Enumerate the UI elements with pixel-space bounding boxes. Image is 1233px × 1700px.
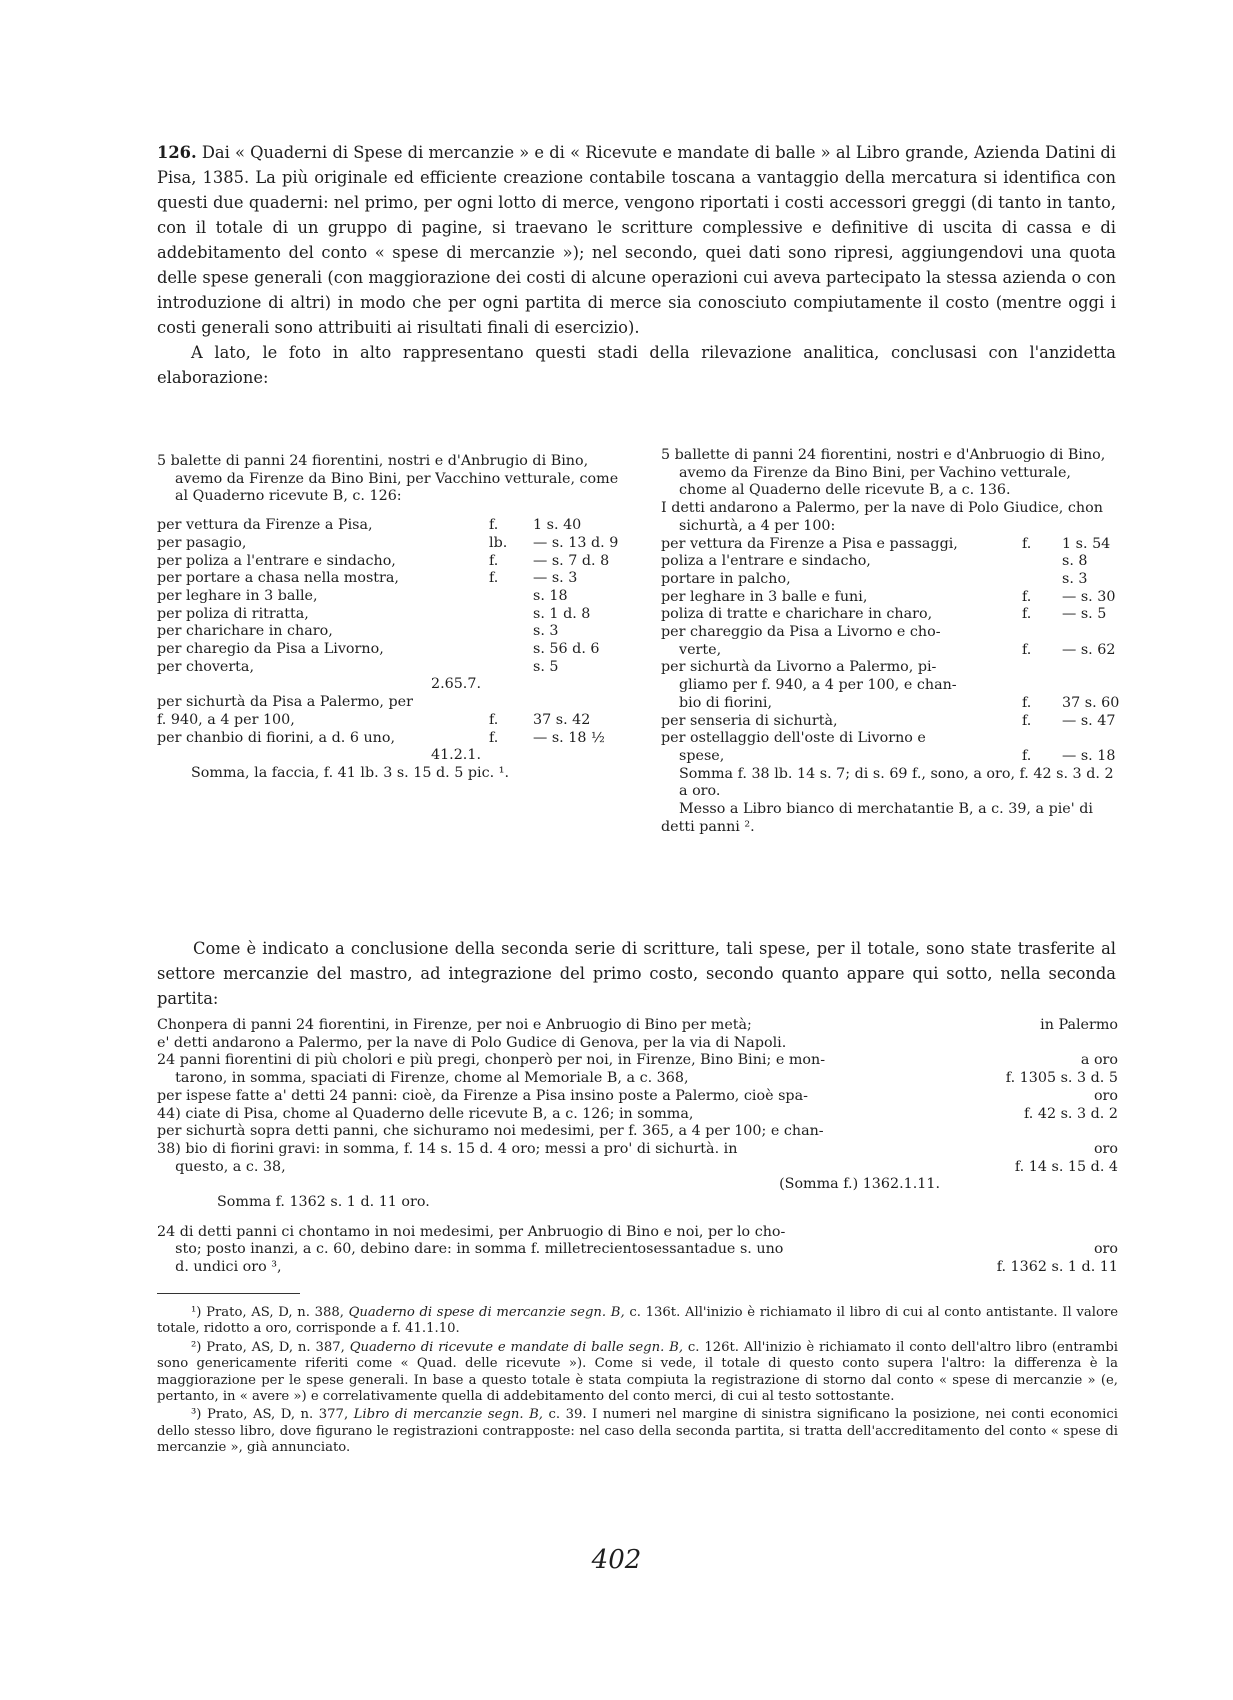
right-entry-amount	[1062, 659, 1118, 677]
footnote-mark: ³)	[191, 1407, 207, 1423]
right-entry-desc: per vettura da Firenze a Pisa e passaggi,	[661, 535, 958, 552]
ledger-amount: f. 1362 s. 1 d. 11	[996, 1259, 1118, 1276]
ledger-line	[157, 1123, 1118, 1141]
right-entry-row	[661, 695, 1118, 713]
ledger-line	[157, 1052, 1118, 1070]
right-entry-desc: poliza di tratte e charichare in charo,	[661, 606, 933, 623]
ledger-text: sto; posto inanzi, a c. 60, debino dare: in somma f. milletrecientosessantadue s. uno	[157, 1241, 784, 1258]
ledger-line	[157, 1224, 1118, 1242]
left-entry-row	[157, 712, 627, 730]
right-entry-currency	[1022, 624, 1062, 642]
right-entry-row	[661, 659, 1118, 677]
left-entry-desc: per choverta,	[157, 658, 254, 675]
footnote	[157, 1340, 1118, 1406]
footnote	[157, 1407, 1118, 1456]
left-subtotal-1: 2.65.7.	[430, 676, 481, 693]
ledger-text: questo, a c. 38,	[157, 1158, 286, 1175]
left-entries	[157, 517, 627, 676]
ledger-entry-1	[157, 1017, 1118, 1212]
ledger-amount	[948, 1035, 1118, 1053]
left-entry-desc: per chanbio di fiorini, a d. 6 uno,	[157, 729, 396, 746]
left-entry-currency: f.	[489, 711, 499, 728]
ledger-line	[157, 1159, 1118, 1177]
right-messo: Messo a Libro bianco di merchatantie B, a c. 39, a pie' di detti panni ².	[661, 801, 1093, 835]
right-entry-currency: f.	[1022, 641, 1032, 658]
right-entry-row	[661, 553, 1118, 571]
right-somma: Somma f. 38 lb. 14 s. 7; di s. 69 f., sono, a oro, f. 42 s. 3 d. 2 a oro.	[679, 765, 1114, 800]
item-heading: Dai « Quaderni di Spese di mercanzie » e di « Ricevute e mandate di balle » al Libro grande, Azienda Datini di Pisa, 1385.	[157, 143, 1116, 187]
right-entry-amount: — s. 30	[1062, 588, 1116, 605]
left-entry-currency: f.	[489, 517, 499, 534]
right-entry-amount	[1062, 677, 1118, 695]
left-entry-row	[157, 694, 627, 712]
right-entry-row	[661, 748, 1118, 766]
right-entry-row	[661, 571, 1118, 589]
ledger-amount: oro	[1093, 1241, 1118, 1258]
right-entry-amount	[1062, 730, 1118, 748]
right-entry-row	[661, 606, 1118, 624]
ledger-entry-2	[157, 1224, 1118, 1277]
ledger-text: 38) bio di fiorini gravi: in somma, f. 14 s. 15 d. 4 oro; messi a pro' di sichurtà. in	[157, 1140, 738, 1157]
ledger-amount: f. 42 s. 3 d. 2	[1023, 1105, 1118, 1122]
right-entry-desc: per ostellaggio dell'oste di Livorno e	[661, 730, 926, 747]
right-entry-currency: f.	[1022, 694, 1032, 711]
right-entry-currency: f.	[1022, 747, 1032, 764]
left-entry-currency: lb.	[489, 534, 508, 551]
right-entry-amount: — s. 47	[1062, 712, 1116, 729]
ledger-gap	[157, 1212, 1118, 1224]
page-number: 402	[591, 1545, 642, 1575]
ledger-text: Chonpera di panni 24 fiorentini, in Firenze, per noi e Anbruogio di Bino per metà;	[157, 1017, 752, 1033]
left-column	[157, 453, 627, 783]
item-number: 126.	[157, 143, 197, 162]
footnote-rest: c. 39. I numeri nel margine di sinistra significano la posizione, nei conti economici dello stesso libro, dove figurano le registrazioni contrapposte: nel caso della seconda partita, si tratta dell'accreditamento del conto « spese di mercanzie », già annunciato.	[157, 1407, 1118, 1456]
ledger-amount	[948, 1194, 1118, 1212]
left-entry-currency	[489, 623, 533, 641]
left-entry-desc: per vettura da Firenze a Pisa,	[157, 517, 373, 534]
ledger-line	[157, 1259, 1118, 1277]
ledger-amount: oro	[1093, 1087, 1118, 1104]
ledger-line	[157, 1035, 1118, 1053]
left-entries-2	[157, 694, 627, 747]
left-entry-desc: per sichurtà da Pisa a Palermo, per	[157, 694, 413, 711]
left-entry-currency	[489, 641, 533, 659]
right-entry-desc: per chareggio da Pisa a Livorno e cho-	[661, 624, 941, 641]
footnote-rest: c. 136t. All'inizio è richiamato il libro di cui al conto antistante. Il valore totale, ridotto a oro, corrisponde a f. 41.1.10.	[157, 1305, 1118, 1337]
left-entry-currency	[489, 659, 533, 677]
ledger-text: 44) ciate di Pisa, chome al Quaderno delle ricevute B, a c. 126; in somma,	[157, 1105, 694, 1122]
intro-text: La più originale ed efficiente creazione contabile toscana a vantaggio della mercatura si identifica con questi due quaderni: nel primo, per ogni lotto di merce, vengono riportati i costi accessori greggi (di tanto in tanto, con il totale di un gruppo di pagine, si traevano le scritture complessive e definitive di uscita di cassa e di addebitamento del conto « spese di mercanzie »); nel secondo, quei dati sono ripresi, aggiungendovi una quota delle spese generali (con maggiorazione dei costi di alcune operazioni cui aveva partecipato la stessa azienda o con introduzione di altri) in modo che per ogni partita di merce sia conosciuto compiutamente il costo (mentre oggi i costi generali sono attribuiti ai risultati finali di esercizio).	[157, 168, 1116, 337]
ledger-text: tarono, in somma, spaciati di Firenze, chome al Memoriale B, a c. 368,	[157, 1070, 689, 1087]
right-entry-desc: poliza a l'entrare e sindacho,	[661, 553, 871, 570]
left-entry-amount: s. 5	[533, 658, 559, 675]
right-entry-desc: per leghare in 3 balle e funi,	[661, 588, 868, 605]
right-entry-currency	[1022, 730, 1062, 748]
right-header-2: I detti andarono a Palermo, per la nave di Polo Giudice, chon sichurtà, a 4 per 100:	[661, 500, 1103, 534]
left-subtotal-2: 41.2.1.	[430, 747, 481, 764]
ledger-amount	[948, 1123, 1118, 1141]
right-entry-amount	[1062, 624, 1118, 642]
footnote-mark: ¹)	[191, 1305, 207, 1320]
left-entry-amount: 37 s. 42	[533, 711, 591, 728]
left-entry-row	[157, 623, 627, 641]
footnote-mark: ²)	[191, 1339, 207, 1355]
right-entry-currency	[1022, 571, 1062, 589]
left-somma: Somma, la faccia, f. 41 lb. 3 s. 15 d. 5 pic. ¹.	[191, 764, 509, 781]
ledger-text: (Somma f.) 1362.1.11.	[779, 1176, 940, 1193]
right-entry-row	[661, 642, 1118, 660]
left-entry-amount: s. 18	[533, 587, 568, 604]
ledger-line	[157, 1017, 1118, 1035]
left-entry-desc: per charegio da Pisa a Livorno,	[157, 641, 384, 658]
ledger-line	[157, 1194, 1118, 1212]
left-entry-row	[157, 570, 627, 588]
left-entry-amount: s. 1 d. 8	[533, 605, 591, 622]
paragraph-2: Come è indicato a conclusione della seconda serie di scritture, tali spese, per il totale, sono state trasferite al settore mercanzie del mastro, ad integrazione del primo costo, secondo quanto appare qui sotto, nella seconda partita:	[157, 939, 1116, 1009]
right-entry-row	[661, 589, 1118, 607]
ledger-text: e' detti andarono a Palermo, per la nave di Polo Gudice di Genova, per la via di Napoli.	[157, 1034, 787, 1051]
right-entry-amount: 37 s. 60	[1062, 694, 1120, 711]
left-entry-row	[157, 517, 627, 535]
left-entry-currency: f.	[489, 729, 499, 746]
intro-section	[157, 140, 1116, 390]
right-entry-row	[661, 536, 1118, 554]
left-entry-row	[157, 641, 627, 659]
ledger-line	[157, 1070, 1118, 1088]
left-entry-currency: f.	[489, 552, 499, 569]
left-entry-row	[157, 535, 627, 553]
right-entry-desc: verte,	[679, 641, 722, 658]
footnote-title: Quaderno di spese di mercanzie segn. B,	[348, 1305, 625, 1320]
left-entry-currency: f.	[489, 570, 499, 587]
ledger-text: per sichurtà sopra detti panni, che sichuramo noi medesimi, per f. 365, a 4 per 100; e chan-	[157, 1123, 824, 1140]
right-entry-amount: — s. 62	[1062, 641, 1116, 658]
ledger-amount: f. 14 s. 15 d. 4	[1014, 1158, 1118, 1175]
left-entry-currency	[489, 606, 533, 624]
right-entry-desc: gliamo per f. 940, a 4 per 100, e chan-	[679, 677, 957, 694]
ledger-text: 24 panni fiorentini di più cholori e più pregi, chonperò per noi, in Firenze, Bino Bini; e mon-	[157, 1052, 826, 1069]
right-entry-row	[661, 730, 1118, 748]
ledger-text: per ispese fatte a' detti 24 panni: cioè, da Firenze a Pisa insino poste a Palermo, cioè spa-	[157, 1087, 808, 1104]
footnote-rest: c. 126t. All'inizio è richiamato il conto dell'altro libro (entrambi sono genericamente riferiti come « Quad. delle ricevute »). Come si vede, il totale di questo conto supera l'altro: la differenza è la maggiorazione per le spese generali. In base a questo totale è stata compiuta la registrazione di storno dal conto « spese di mercanzie » (e, pertanto, in « avere ») e correlativamente quella di addebitamento del conto merci, di cui al testo sottostante.	[157, 1339, 1118, 1405]
right-header: 5 ballette di panni 24 fiorentini, nostri e d'Anbruogio di Bino, avemo da Firenze da Bino Bini, per Vachino vetturale, chome al Quaderno delle ricevute B, a c. 136.	[661, 447, 1106, 499]
footnote-source: Prato, AS, D, n. 377,	[206, 1407, 354, 1423]
ledger-amount	[948, 1176, 1118, 1194]
right-entry-row	[661, 677, 1118, 695]
right-entry-amount: 1 s. 54	[1062, 535, 1111, 552]
right-entry-currency: f.	[1022, 606, 1032, 623]
right-entry-amount: s. 8	[1062, 553, 1088, 570]
footnote-source: Prato, AS, D, n. 387,	[206, 1339, 350, 1355]
ledger-text: 24 di detti panni ci chontamo in noi medesimi, per Anbruogio di Bino e noi, per lo cho-	[157, 1223, 786, 1240]
right-entries	[661, 536, 1118, 766]
footnote-rule	[157, 1293, 300, 1294]
ledger-amount	[948, 1224, 1118, 1242]
right-entry-currency	[1022, 553, 1062, 571]
right-entry-amount: — s. 18	[1062, 747, 1116, 764]
left-entry-amount: s. 56 d. 6	[533, 641, 600, 658]
left-entry-amount: — s. 7 d. 8	[533, 552, 610, 569]
right-entry-currency	[1022, 677, 1062, 695]
left-entry-desc: per poliza a l'entrare e sindacho,	[157, 552, 396, 569]
left-entry-desc: per poliza di ritratta,	[157, 605, 309, 622]
right-entry-desc: portare in palcho,	[661, 570, 791, 587]
left-entry-desc: per charichare in charo,	[157, 623, 333, 640]
ledger-line	[157, 1088, 1118, 1106]
intro-paragraph	[157, 140, 1116, 340]
ledger-line	[157, 1241, 1118, 1259]
footnote-source: Prato, AS, D, n. 388,	[206, 1305, 349, 1320]
right-entry-desc: bio di fiorini,	[679, 694, 773, 711]
left-entry-row	[157, 588, 627, 606]
left-entry-row	[157, 553, 627, 571]
left-entry-desc: per leghare in 3 balle,	[157, 587, 318, 604]
left-entry-amount: 1 s. 40	[533, 517, 582, 534]
right-entry-currency	[1022, 659, 1062, 677]
left-entry-desc: per pasagio,	[157, 534, 247, 551]
ledger-text: Somma f. 1362 s. 1 d. 11 oro.	[217, 1194, 430, 1211]
footnote	[157, 1305, 1118, 1338]
ledger-line	[157, 1176, 1118, 1194]
right-column	[661, 447, 1118, 836]
footnote-title: Libro di mercanzie segn. B,	[353, 1407, 543, 1423]
left-entry-desc: per portare a chasa nella mostra,	[157, 570, 399, 587]
ledger-text: d. undici oro ³,	[157, 1259, 282, 1276]
right-entry-currency: f.	[1022, 535, 1032, 552]
right-entry-currency: f.	[1022, 712, 1032, 729]
left-entry-amount	[533, 694, 627, 712]
ledger-section	[157, 1017, 1118, 1277]
left-entry-amount: — s. 13 d. 9	[533, 534, 619, 551]
ledger-line	[157, 1106, 1118, 1124]
left-entry-amount: s. 3	[533, 623, 559, 640]
ledger-amount: in Palermo	[1040, 1017, 1118, 1033]
right-entry-desc: per senseria di sichurtà,	[661, 712, 838, 729]
left-entry-row	[157, 606, 627, 624]
right-entry-row	[661, 713, 1118, 731]
left-entry-amount: — s. 3	[533, 570, 578, 587]
right-entry-amount: s. 3	[1062, 570, 1088, 587]
left-entry-row	[157, 659, 627, 677]
right-entry-desc: spese,	[679, 747, 725, 764]
left-entry-currency	[489, 694, 533, 712]
left-entry-desc: f. 940, a 4 per 100,	[157, 711, 295, 728]
intro-paragraph-2: A lato, le foto in alto rappresentano questi stadi della rilevazione analitica, conclusasi con l'anzidetta elaborazione:	[157, 343, 1116, 387]
right-entry-currency: f.	[1022, 588, 1032, 605]
ledger-amount: oro	[1093, 1140, 1118, 1157]
ledger-amount: f. 1305 s. 3 d. 5	[1005, 1070, 1118, 1087]
left-entry-amount: — s. 18 ½	[533, 729, 605, 746]
footnote-title: Quaderno di ricevute e mandate di balle segn. B,	[349, 1339, 684, 1355]
ledger-amount: a oro	[1080, 1052, 1118, 1069]
ledger-line	[157, 1141, 1118, 1159]
left-header: 5 balette di panni 24 fiorentini, nostri e d'Anbrugio di Bino, avemo da Firenze da Bino Bini, per Vacchino vetturale, come al Quaderno ricevute B, c. 126:	[157, 453, 619, 505]
right-entry-desc: per sichurtà da Livorno a Palermo, pi-	[661, 659, 937, 676]
right-entry-row	[661, 624, 1118, 642]
footnotes	[157, 1305, 1118, 1459]
left-entry-row	[157, 730, 627, 748]
left-entry-currency	[489, 588, 533, 606]
right-entry-amount: — s. 5	[1062, 606, 1107, 623]
